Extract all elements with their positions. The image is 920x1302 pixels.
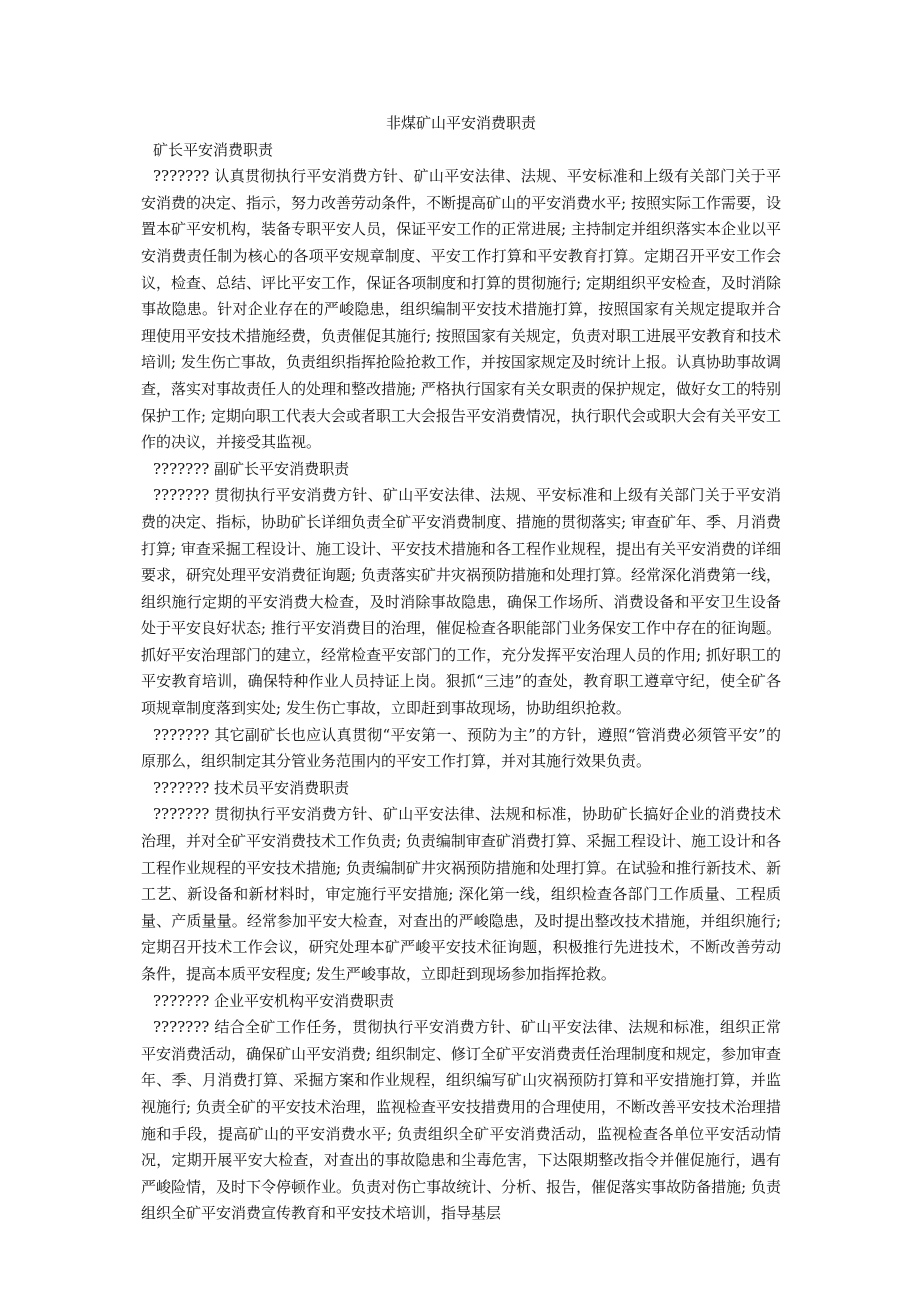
document-title: 非煤矿山平安消费职责: [385, 114, 536, 132]
paragraph-deputy-director-duties: ??????? 贯彻执行平安消费方针、矿山平安法律、法规、平安标准和上级有关部门关于平安消费的决定、指标，协助矿长详细负责全矿平安消费制度、措施的贯彻落实; 审查矿年、季、月消费打算; 审查采掘工程设计、施工设计、平安技术措施和各工程作业规程，提出有关平安消费的详细要求，研究处理平安消费征询题; 负责落实矿井灾祸预防措施和处理打算。经常深化消费第一线，组织施行定期的平安消费大检查，及时消除事故隐患，确保工作场所、消费设备和平安卫生设备处于平安良好状态; 推行平安消费目的治理，催促检查各职能部门业务保安工作中存在的征询题。抓好平安治理部门的建立，经常检查平安部门的工作，充分发挥平安治理人员的作用; 抓好职工的平安教育培训，确保特种作业人员持证上岗。狠抓“三违”的查处，教育职工遵章守纪，使全矿各项规章制度落到实处; 发生伤亡事故，立即赶到事故现场，协助组织抢救。: [141, 486, 781, 718]
section-heading-technician: ??????? 技术员平安消费职责: [153, 778, 350, 797]
paragraph-safety-department-duties: ??????? 结合全矿工作任务，贯彻执行平安消费方针、矿山平安法律、法规和标准，组织正常平安消费活动，确保矿山平安消费; 组织制定、修订全矿平安消费责任治理制度和规定，参加审查年、季、月消费打算、采掘方案和作业规程，组织编写矿山灾祸预防打算和平安措施打算，并监视施行; 负责全矿的平安技术治理，监视检查平安技措费用的合理使用，不断改善平安技术治理措施和手段，提高矿山的平安消费水平; 负责组织全矿平安消费活动，监视检查各单位平安活动情况，定期开展平安大检查，对查出的事故隐患和尘毒危害，下达限期整改指令并催促施行，遇有严峻险情，及时下令停顿作业。负责对伤亡事故统计、分析、报告，催促落实事故防备措施; 负责组织全矿平安消费宣传教育和平安技术培训，指导基层: [141, 1018, 781, 1223]
section-heading-mine-director: 矿长平安消费职责: [153, 140, 274, 159]
document-page: [141, 110, 781, 1227]
section-heading-safety-department: ??????? 企业平安机构平安消费职责: [153, 991, 395, 1010]
section-heading-deputy-director: ??????? 副矿长平安消费职责: [153, 459, 350, 478]
paragraph-other-deputy-directors: ??????? 其它副矿长也应认真贯彻“平安第一、预防为主”的方针，遵照“管消费必须管平安”的原那么，组织制定其分管业务范围内的平安工作打算，并对其施行效果负责。: [141, 725, 781, 771]
paragraph-mine-director-duties: ??????? 认真贯彻执行平安消费方针、矿山平安法律、法规、平安标准和上级有关部门关于平安消费的决定、指示，努力改善劳动条件，不断提高矿山的平安消费水平; 按照实际工作需要，设置本矿平安机构，装备专职平安人员，保证平安工作的正常进展; 主持制定并组织落实本企业以平安消费责任制为核心的各项平安规章制度、平安工作打算和平安教育打算。定期召开平安工作会议，检查、总结、评比平安工作，保证各项制度和打算的贯彻施行; 定期组织平安检查，及时消除事故隐患。针对企业存在的严峻隐患，组织编制平安技术措施打算，按照国家有关规定提取并合理使用平安技术措施经费，负责催促其施行; 按照国家有关规定，负责对职工进展平安教育和技术培训; 发生伤亡事故，负责组织指挥抢险抢救工作，并按国家规定及时统计上报。认真协助事故调查，落实对事故责任人的处理和整改措施; 严格执行国家有关女职责的保护规定，做好女工的特别保护工作; 定期向职工代表大会或者职工大会报告平安消费情况，执行职代会或职大会有关平安工作的决议，并接受其监视。: [141, 167, 781, 452]
paragraph-technician-duties: ??????? 贯彻执行平安消费方针、矿山平安法律、法规和标准，协助矿长搞好企业的消费技术治理，并对全矿平安消费技术工作负责; 负责编制审查矿消费打算、采掘工程设计、施工设计和各工程作业规程的平安技术措施; 负责编制矿井灾祸预防措施和处理打算。在试验和推行新技术、新工艺、新设备和新材料时，审定施行平安措施; 深化第一线，组织检查各部门工作质量、工程质量、产质量量。经常参加平安大检查，对查出的严峻隐患，及时提出整改技术措施，并组织施行; 定期召开技术工作会议，研究处理本矿严峻平安技术征询题，积极推行先进技术，不断改善劳动条件，提高本质平安程度; 发生严峻事故，立即赶到现场参加指挥抢救。: [141, 805, 781, 983]
